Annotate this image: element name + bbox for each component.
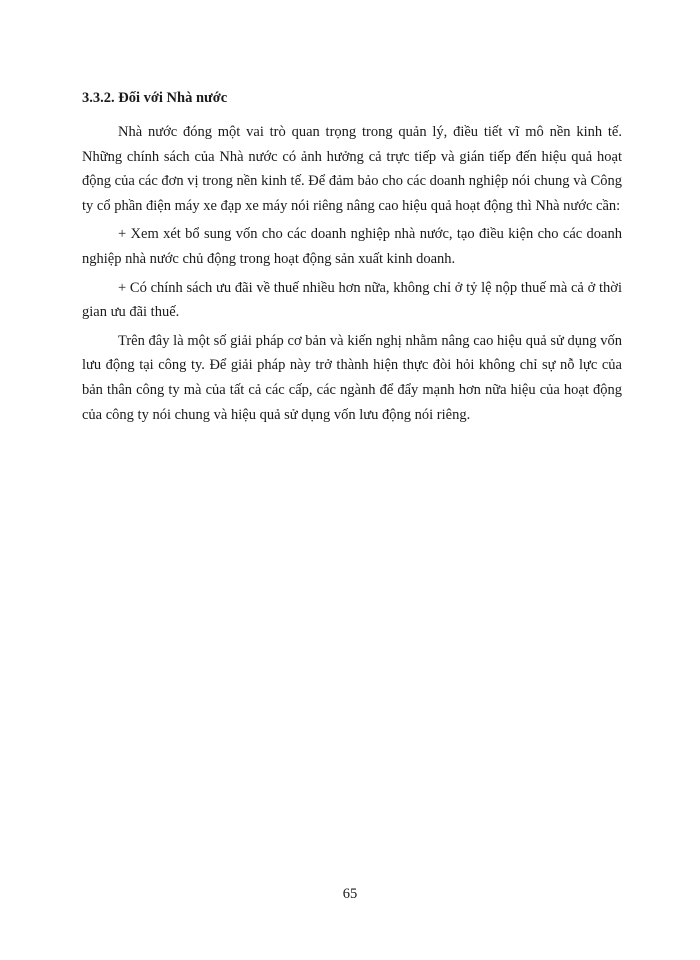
paragraph-conclusion: Trên đây là một số giải pháp cơ bản và kiến nghị nhằm nâng cao hiệu quả sử dụng vốn lưu động tại công ty. Để giải pháp này trở thành hiện thực đòi hỏi không chỉ sự nỗ lực của bản thân công ty mà của tất cả các cấp, các ngành để đẩy mạnh hơn nữa hiệu của hoạt động của công ty nói chung và hiệu quả sử dụng vốn lưu động nói riêng. xyxy=(82,332,622,423)
paragraph-intro: Nhà nước đóng một vai trò quan trọng trong quản lý, điều tiết vĩ mô nền kinh tế. Những chính sách của Nhà nước có ảnh hưởng cả trực tiếp và gián tiếp đến hiệu quả hoạt động của các đơn vị trong nền kinh tế. Để đảm bảo cho các doanh nghiệp nói chung và Công ty cổ phần điện máy xe đạp xe máy nói riêng nâng cao hiệu quả hoạt động thì Nhà nước cần: xyxy=(82,124,622,214)
paragraph-tax-incentives: + Có chính sách ưu đãi về thuế nhiều hơn nữa, không chỉ ở tỷ lệ nộp thuế mà cả ở thời gian ưu đãi thuế. xyxy=(82,279,622,321)
page-content xyxy=(82,86,622,431)
page-number: 65 xyxy=(342,886,358,902)
paragraph-capital-support: + Xem xét bổ sung vốn cho các doanh nghiệp nhà nước, tạo điều kiện cho các doanh nghiệp nhà nước chủ động trong hoạt động sản xuất kinh doanh. xyxy=(82,226,622,267)
section-heading: 3.3.2. Đối với Nhà nước xyxy=(82,90,228,106)
